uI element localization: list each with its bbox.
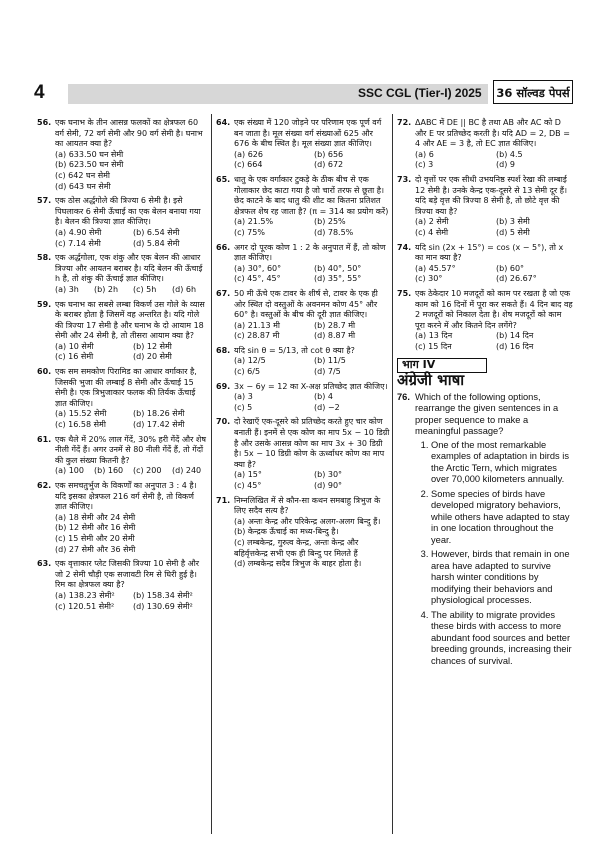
option: (d) 130.69 सेमी² — [133, 601, 193, 611]
question-text: ΔABC में DE || BC है तथा AB और AC को D और E पर प्रतिच्छेद करती है। यदि AD = 2, DB = 4 और AE = 3 है, तो EC ज्ञात कीजिए। — [415, 118, 570, 149]
options-grid — [415, 264, 573, 285]
options-grid — [415, 331, 573, 352]
option: (d) 8.87 मी — [314, 331, 356, 341]
question-number: 61. — [37, 434, 52, 444]
options-grid — [234, 150, 390, 171]
option: (c) 75% — [234, 227, 265, 237]
option: (d) 5.84 सेमी — [133, 238, 180, 248]
question-item — [216, 382, 390, 414]
question-item — [216, 118, 390, 171]
question-number: 75. — [397, 288, 412, 298]
question-item — [37, 300, 207, 364]
question-text: धातु के एक वर्गाकार टुकड़े के ठीक बीच से एक गोलाकार छेद काटा गया है जो चारों तरफ से छूता है। छेद काटने के बाद धातु की शीट का कितना प्रतिशत क्षेत्रफल शेष रह जाता है? (π = 314 का प्रयोग करें) — [234, 174, 389, 216]
options-grid — [234, 264, 390, 285]
options-grid — [234, 217, 390, 238]
question-item — [397, 243, 573, 285]
option: (c) 45°, 45° — [234, 274, 281, 284]
question-text: एक घनाभ के तीन आसन्न फलकों का क्षेत्रफल 60 वर्ग सेमी, 72 वर्ग सेमी और 90 वर्ग सेमी है। घनाभ का आयतन क्या है? — [55, 118, 203, 149]
question-text: एक संख्या में 120 जोड़ने पर परिणाम एक पूर्ण वर्ग बन जाता है। मूल संख्या वर्ग संख्याओं 625 और 676 के बीच स्थित है। मूल संख्या ज्ञात कीजिए। — [234, 118, 382, 149]
options-grid — [234, 470, 390, 491]
question-item — [216, 346, 390, 378]
question-76 — [397, 392, 573, 671]
option: (d) 20 सेमी — [133, 352, 172, 362]
options-grid — [234, 356, 390, 377]
sentence-item: 2. Some species of birds have developed migratory behaviors, while others have adapted to stay in one location throughout the year. — [431, 489, 573, 547]
question-text: एक अर्द्धगोला, एक शंकु और एक बेलन की आधार त्रिज्या और आयतन बराबर है। यदि बेलन की ऊँचाई h है, तो शंकु की ऊँचाई ज्ञात कीजिए। — [55, 253, 203, 284]
question-item — [37, 559, 207, 612]
option: (b) 3 सेमी — [496, 217, 530, 227]
question-item — [397, 289, 573, 353]
option: (b) 4.5 — [496, 149, 523, 159]
question-text: एक समचतुर्भुज के विकर्णों का अनुपात 3 : 4 है। यदि इसका क्षेत्रफल 216 वर्ग सेमी है, तो विकर्ण ज्ञात कीजिए। — [55, 481, 197, 512]
question-item — [216, 496, 390, 570]
option: (d) 6h — [172, 284, 197, 294]
question-number: 70. — [216, 417, 231, 427]
options-grid — [55, 513, 207, 555]
option: (c) 7.14 सेमी — [55, 238, 101, 248]
option: (a) 3 — [234, 392, 253, 402]
option: (d) 672 — [314, 160, 344, 170]
option: (c) 30° — [415, 274, 443, 284]
question-number: 73. — [397, 174, 412, 184]
question-item — [216, 417, 390, 491]
question-item — [37, 253, 207, 295]
option: (a) 3h — [55, 284, 79, 294]
question-text: दो वृत्तों पर एक सीधी उभयनिष्ठ स्पर्श रेखा की लम्बाई 12 सेमी है। उनके केन्द्र एक-दूसरे से 13 सेमी दूर हैं। यदि बड़े वृत्त की त्रिज्या 8 सेमी है, तो छोटे वृत्त की त्रिज्या क्या है? — [415, 174, 568, 216]
question-text: एक ठेकेदार 10 मजदूरों को काम पर रखता है जो एक काम को 16 दिनों में पूरा कर सकते हैं। 4 दिन बाद वह 2 मजदूरों को निकाल देता है। शेष मजदूरों को काम पूरा करने में और कितने दिन लगेंगे? — [415, 288, 573, 330]
question-number: 59. — [37, 299, 52, 309]
option: (d) 5 सेमी — [496, 227, 530, 237]
options-grid — [55, 342, 207, 363]
options-grid — [55, 591, 207, 612]
option: (b) 12 सेमी — [133, 341, 172, 351]
option: (b) 2h — [94, 284, 119, 294]
option: (c) 642 घन सेमी — [55, 170, 110, 180]
question-number: 57. — [37, 196, 52, 206]
question-number: 65. — [216, 174, 231, 184]
option: (c) 664 — [234, 160, 263, 170]
question-text: अगर दो पूरक कोण 1 : 2 के अनुपात में हैं, तो कोण ज्ञात कीजिए। — [234, 242, 386, 263]
option: (b) केन्द्रक ऊँचाई का मध्य-बिन्दु है। — [234, 527, 339, 537]
question-number: 69. — [216, 381, 231, 391]
option: (b) 12 सेमी और 16 सेमी — [55, 523, 136, 533]
section-title: अंग्रेजी भाषा — [397, 371, 465, 390]
options-grid — [234, 517, 390, 570]
option: (d) 17.42 सेमी — [133, 420, 185, 430]
question-text: दो रेखाएँ एक-दूसरे को प्रतिच्छेद करते हुए चार कोण बनाती हैं। इनमें से एक कोण का माप 5x − 10 डिग्री है और उसके आसन्न कोण का माप 3x + 30 डिग्री है। 5x − 10 डिग्री कोण के ऊर्ध्वाधर कोण का माप क्या है? — [234, 417, 390, 469]
question-item — [37, 118, 207, 192]
question-number: 63. — [37, 559, 52, 569]
option: (b) 160 — [94, 466, 124, 476]
options-grid — [415, 150, 573, 171]
option: (b) 11/5 — [314, 356, 346, 366]
option: (d) 240 — [172, 466, 202, 476]
question-text: निम्नलिखित में से कौन-सा कथन समबाहु त्रिभुज के लिए सदैव सत्य है? — [234, 495, 381, 516]
option: (b) 4 — [314, 392, 333, 402]
question-item — [397, 118, 573, 171]
option: (a) 6 — [415, 149, 434, 159]
question-number: 74. — [397, 242, 412, 252]
question-text: Which of the following options, rearrange the given sentences in a proper sequence to make a meaningful passage? — [415, 391, 559, 437]
page-number: 4 — [34, 82, 45, 103]
question-number: 58. — [37, 253, 52, 263]
sentence-item: 1. One of the most remarkable examples of adaptation in birds is the Arctic Tern, which migrates over 70,000 kilometers annually. — [431, 440, 573, 486]
question-item — [37, 481, 207, 555]
option: (d) 78.5% — [314, 227, 354, 237]
question-text: एक ठोस अर्द्धगोले की त्रिज्या 6 सेमी है। इसे पिघलाकर 6 सेमी ऊँचाई का एक बेलन बनाया गया है। बेलन की त्रिज्या ज्ञात कीजिए। — [55, 196, 201, 227]
option: (c) 3 — [415, 160, 434, 170]
question-text: एक थैले में 20% लाल गेंदें, 30% हरी गेंदें और शेष नीली गेंदें हैं। अगर उनमें से 80 नीली गेंदें हैं, तो गेंदों की कुल संख्या कितनी है? — [55, 434, 206, 465]
option: (a) 13 दिन — [415, 331, 453, 341]
option: (a) 626 — [234, 149, 263, 159]
column-2 — [216, 118, 390, 574]
option: (d) 26.67° — [496, 274, 537, 284]
option: (b) 40°, 50° — [314, 263, 362, 273]
option: (a) 138.23 सेमी² — [55, 590, 115, 600]
options-grid — [55, 150, 207, 192]
option: (d) 90° — [314, 481, 343, 490]
options-grid — [234, 321, 390, 342]
header-tag: 36 सॉल्वड पेपर्स — [493, 80, 573, 104]
sentence-item: 4. The ability to migrate provides these birds with access to more abundant food sources and better breeding grounds, increasing their chances of survival. — [431, 610, 573, 668]
option: (c) 5h — [133, 284, 157, 294]
question-number: 68. — [216, 345, 231, 355]
option: (a) 45.57° — [415, 263, 456, 273]
option: (b) 60° — [496, 263, 525, 273]
options-grid — [55, 409, 207, 430]
option: (b) 14 दिन — [496, 331, 534, 341]
option: (c) 200 — [133, 466, 162, 476]
question-text: यदि sin θ = 5/13, तो cot θ क्या है? — [234, 345, 355, 355]
option: (d) 9 — [496, 160, 515, 170]
option: (d) 7/5 — [314, 367, 341, 377]
option: (c) 45° — [234, 481, 262, 490]
option: (d) 35°, 55° — [314, 274, 362, 284]
sentence-item: 3. However, birds that remain in one area have adapted to survive harsh winter conditions by modifying their behaviors and physiological processes. — [431, 549, 573, 607]
option: (c) 4 सेमी — [415, 227, 449, 237]
exam-title: SSC CGL (Tier-I) 2025 — [358, 86, 482, 100]
option: (a) 30°, 60° — [234, 263, 282, 273]
question-number: 76. — [397, 391, 410, 402]
option: (a) 15° — [234, 470, 262, 480]
option: (c) 16 सेमी — [55, 352, 94, 362]
option: (a) 18 सेमी और 24 सेमी — [55, 512, 136, 522]
question-text: यदि sin (2x + 15°) = cos (x − 5°), तो x का मान क्या है? — [415, 242, 564, 263]
question-number: 64. — [216, 118, 231, 127]
option: (d) लम्बकेन्द्र सदैव त्रिभुज के बाहर होता है। — [234, 559, 362, 569]
question-item — [37, 367, 207, 431]
option: (a) 10 सेमी — [55, 341, 94, 351]
options-grid — [415, 217, 573, 238]
section-label: भाग IV — [397, 358, 487, 373]
option: (b) 623.50 घन सेमी — [55, 160, 124, 170]
options-grid — [55, 228, 207, 249]
option: (d) 16 दिन — [496, 341, 534, 351]
option: (c) 28.87 मी — [234, 331, 280, 341]
options-grid — [55, 285, 207, 296]
option: (b) 158.34 सेमी² — [133, 590, 193, 600]
option: (c) लम्बकेन्द्र, गुरुत्व केन्द्र, अन्तः केन्द्र और बहिर्वृत्तकेन्द्र सभी एक ही बिन्दु पर मिलते हैं — [234, 537, 359, 558]
option: (a) 4.90 सेमी — [55, 227, 102, 237]
question-number: 60. — [37, 367, 52, 377]
question-number: 66. — [216, 242, 231, 252]
option: (c) 6/5 — [234, 367, 261, 377]
options-grid — [234, 392, 390, 413]
page-header — [28, 80, 573, 106]
option: (a) 12/5 — [234, 356, 266, 366]
option: (d) 27 सेमी और 36 सेमी — [55, 544, 136, 554]
question-text: एक वृत्ताकार प्लेट जिसकी त्रिज्या 10 सेमी है और जो 2 सेमी चौड़ी एक सजावटी रिम से घिरी हुई है। रिम का क्षेत्रफल क्या है? — [55, 559, 200, 590]
question-item — [216, 243, 390, 285]
column-3 — [397, 118, 573, 674]
option: (b) 656 — [314, 149, 344, 159]
option: (a) 15.52 सेमी — [55, 409, 107, 419]
question-number: 72. — [397, 118, 412, 127]
option: (c) 5 — [234, 402, 253, 412]
question-number: 71. — [216, 495, 231, 505]
option: (a) अन्तः केन्द्र और परिकेन्द्र अलग-अलग बिन्दु हैं। — [234, 516, 381, 526]
option: (b) 30° — [314, 470, 343, 480]
question-text: एक घनाभ का सबसे लम्बा विकर्ण उस गोले के व्यास के बराबर होता है जिसमें वह अन्तरित है। यदि गोले की त्रिज्या 17 सेमी है और घनाभ के दो आयाम 18 सेमी और 24 सेमी है, तो तीसरा आयाम क्या है? — [55, 299, 205, 341]
question-item — [37, 435, 207, 477]
option: (d) −2 — [314, 402, 340, 412]
option: (b) 6.54 सेमी — [133, 227, 180, 237]
column-1 — [37, 118, 207, 616]
option: (a) 100 — [55, 466, 84, 476]
question-text: एक सम समकोण पिरामिड का आधार वर्गाकार है, जिसकी भुजा की लम्बाई 8 सेमी और ऊँचाई 15 सेमी है। एक त्रिभुजाकार फलक की तिर्यक ऊँचाई ज्ञात कीजिए। — [55, 367, 197, 408]
option: (b) 28.7 मी — [314, 320, 356, 330]
question-item — [216, 175, 390, 239]
option: (b) 25% — [314, 217, 346, 227]
option: (a) 633.50 घन सेमी — [55, 149, 124, 159]
option: (c) 16.58 सेमी — [55, 420, 106, 430]
option: (c) 15 सेमी और 20 सेमी — [55, 533, 135, 543]
question-item — [397, 175, 573, 239]
question-item — [37, 196, 207, 249]
question-number: 56. — [37, 118, 52, 127]
question-number: 67. — [216, 288, 231, 298]
column-divider — [392, 114, 393, 834]
option: (a) 21.5% — [234, 217, 274, 227]
question-item — [216, 289, 390, 342]
question-text: 50 मी ऊँचे एक टावर के शीर्ष से, टावर के एक ही ओर स्थित दो वस्तुओं के अवनमन कोण 45° और 60° है। वस्तुओं के बीच की दूरी ज्ञात कीजिए। — [234, 288, 378, 320]
option: (a) 2 सेमी — [415, 217, 449, 227]
option: (b) 18.26 सेमी — [133, 409, 185, 419]
options-grid — [55, 466, 207, 477]
option: (d) 643 घन सेमी — [55, 181, 111, 191]
option: (a) 21.13 मी — [234, 320, 280, 330]
column-divider — [211, 114, 212, 834]
option: (c) 15 दिन — [415, 341, 452, 351]
question-text: 3x − 6y = 12 का X-अक्ष प्रतिच्छेद ज्ञात कीजिए। — [234, 381, 388, 391]
question-number: 62. — [37, 481, 52, 490]
option: (c) 120.51 सेमी² — [55, 601, 115, 611]
